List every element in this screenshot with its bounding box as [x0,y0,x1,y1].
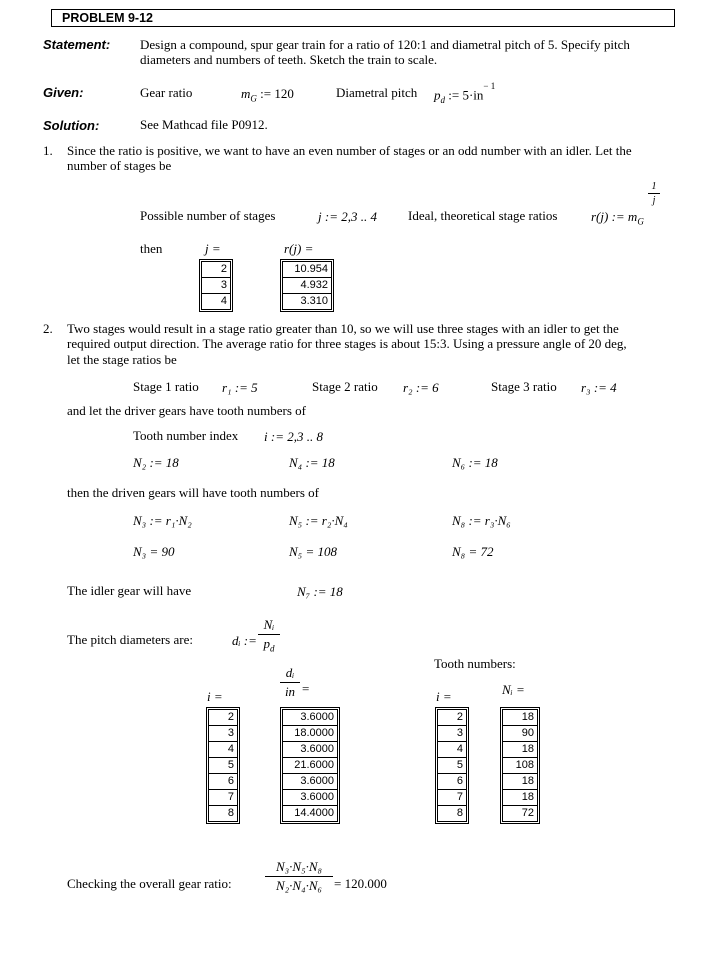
gear-ratio-def: $m_G$ := 120 [241,86,294,104]
step1-line-2: number of stages be [67,158,172,173]
table-row [283,262,332,278]
r-definition: r(j) := $m_G$ [591,209,644,227]
table-row [283,710,338,726]
n8-value: N₈ = 72 [452,544,494,559]
table-row [438,774,467,790]
index-def: i := 2,3 .. 8 [264,429,323,444]
pitch-label: Diametral pitch [336,85,418,100]
step2-number: 2. [43,321,53,336]
driven-text: then the driven gears will have tooth numbers of [67,485,319,500]
step2-line-3: let the stage ratios be [67,352,177,367]
i-header-left: i = [207,689,223,704]
table-row [503,806,538,822]
i-value-cell: 4 [438,742,467,758]
table-row [503,726,538,742]
j-definition: j := 2,3 .. 4 [318,209,377,224]
stage2-def: r₂ := 6 [403,380,439,395]
table-row [438,758,467,774]
d-value-cell: 3.6000 [283,710,338,726]
table-row [283,278,332,294]
problem-header [51,9,675,27]
n-value-cell: 108 [503,758,538,774]
table-row [209,790,238,806]
n-value-cell: 18 [503,742,538,758]
d-over-in-header: dᵢ in [280,665,300,700]
table-row [202,278,231,294]
ideal-ratios-label: Ideal, theoretical stage ratios [408,208,558,223]
check-label: Checking the overall gear ratio: [67,876,232,891]
step1-number: 1. [43,143,53,158]
table-row [283,774,338,790]
i-value-cell: 2 [438,710,467,726]
d-value-cell: 18.0000 [283,726,338,742]
n-value-cell: 18 [503,774,538,790]
statement-line-1: Design a compound, spur gear train for a ratio of 120:1 and diametral pitch of 5. Specify pitch [140,37,630,52]
n-values-table [500,707,540,824]
table-row [503,774,538,790]
stage3-def: r₃ := 4 [581,380,617,395]
d-lhs: dᵢ := [232,633,257,648]
table-row [202,294,231,310]
i-value-cell: 8 [438,806,467,822]
i-value-cell: 8 [209,806,238,822]
statement-line-2: diameters and numbers of teeth. Sketch the train to scale. [140,52,438,67]
table-row [209,710,238,726]
d-value-cell: 14.4000 [283,806,338,822]
step1-line-1: Since the ratio is positive, we want to have an even number of stages or an odd number with an idler. Let the [67,143,632,158]
i-value-cell: 5 [209,758,238,774]
table-row [283,790,338,806]
j-values-table [199,259,233,312]
n-value-cell: 72 [503,806,538,822]
n4-def: N₄ := 18 [289,455,335,470]
pitch-diameters-label: The pitch diameters are: [67,632,193,647]
r-table-header: r(j) = [284,241,314,256]
statement-label: Statement: [43,37,111,52]
i-values-table-right [435,707,469,824]
j-value-cell: 4 [202,294,231,310]
n-value-cell: 18 [503,710,538,726]
n7-def: N₇ := 18 [297,584,343,599]
solution-text: See Mathcad file P0912. [140,117,268,132]
driver-text: and let the driver gears have tooth numbers of [67,403,306,418]
table-row [283,726,338,742]
table-row [283,758,338,774]
table-row [209,774,238,790]
i-value-cell: 4 [209,742,238,758]
table-row [438,726,467,742]
n6-def: N₆ := 18 [452,455,498,470]
table-row [202,262,231,278]
i-value-cell: 5 [438,758,467,774]
d-values-table [280,707,340,824]
solution-label: Solution: [43,118,100,133]
r-values-table [280,259,334,312]
index-label: Tooth number index [133,428,239,443]
table-row [283,294,332,310]
table-row [283,806,338,822]
r-value-cell: 10.954 [283,262,332,278]
stage3-label: Stage 3 ratio [491,379,557,394]
stage1-label: Stage 1 ratio [133,379,199,394]
i-values-table-left [206,707,240,824]
given-label: Given: [43,85,84,100]
table-row [438,790,467,806]
n5-value: N₅ = 108 [289,544,337,559]
gear-ratio-label: Gear ratio [140,85,193,100]
i-value-cell: 7 [209,790,238,806]
i-value-cell: 6 [209,774,238,790]
check-result: = 120.000 [334,876,387,891]
i-header-right: i = [436,689,452,704]
d-value-cell: 21.6000 [283,758,338,774]
r-exponent: 1 j [648,181,660,206]
j-value-cell: 3 [202,278,231,294]
n2-def: N₂ := 18 [133,455,179,470]
pitch-def: $p_d$ := $5\cdot in^{- 1}$ [434,81,496,105]
table-row [209,742,238,758]
stage2-label: Stage 2 ratio [312,379,378,394]
n3-def: N₃ := r₁·N₂ [133,513,192,528]
n-value-cell: 90 [503,726,538,742]
then-label: then [140,241,163,256]
r-value-cell: 3.310 [283,294,332,310]
j-table-header: j = [205,241,221,256]
table-row [503,710,538,726]
d-fraction: Nᵢ $p_d$ [258,617,280,654]
j-value-cell: 2 [202,262,231,278]
table-row [503,742,538,758]
n5-def: N₅ := r₂·N₄ [289,513,348,528]
step2-line-1: Two stages would result in a stage ratio greater than 10, so we will use three stages with an idler to get the [67,321,619,336]
i-value-cell: 6 [438,774,467,790]
stage1-def: r₁ := 5 [222,380,258,395]
i-value-cell: 2 [209,710,238,726]
i-value-cell: 3 [438,726,467,742]
n-value-cell: 18 [503,790,538,806]
table-row [283,742,338,758]
table-row [438,806,467,822]
table-row [209,806,238,822]
check-fraction: N₃·N₅·N₈ N₂·N₄·N₆ [265,859,333,894]
table-row [438,742,467,758]
tooth-numbers-label: Tooth numbers: [434,656,516,671]
d-value-cell: 3.6000 [283,742,338,758]
d-header-equals: = [302,681,310,696]
table-row [438,710,467,726]
problem-title: PROBLEM 9-12 [62,11,153,25]
table-row [209,726,238,742]
i-value-cell: 7 [438,790,467,806]
r-value-cell: 4.932 [283,278,332,294]
n8-def: N₈ := r₃·N₆ [452,513,511,528]
n-header: Nᵢ = [502,682,525,697]
table-row [503,790,538,806]
table-row [209,758,238,774]
d-value-cell: 3.6000 [283,774,338,790]
table-row [503,758,538,774]
idler-label: The idler gear will have [67,583,192,598]
possible-stages-label: Possible number of stages [140,208,276,223]
d-value-cell: 3.6000 [283,790,338,806]
step2-line-2: required output direction. The average ratio for three stages is about 15:3. Using a pressure angle of 20 deg, [67,336,627,351]
i-value-cell: 3 [209,726,238,742]
n3-value: N₃ = 90 [133,544,175,559]
